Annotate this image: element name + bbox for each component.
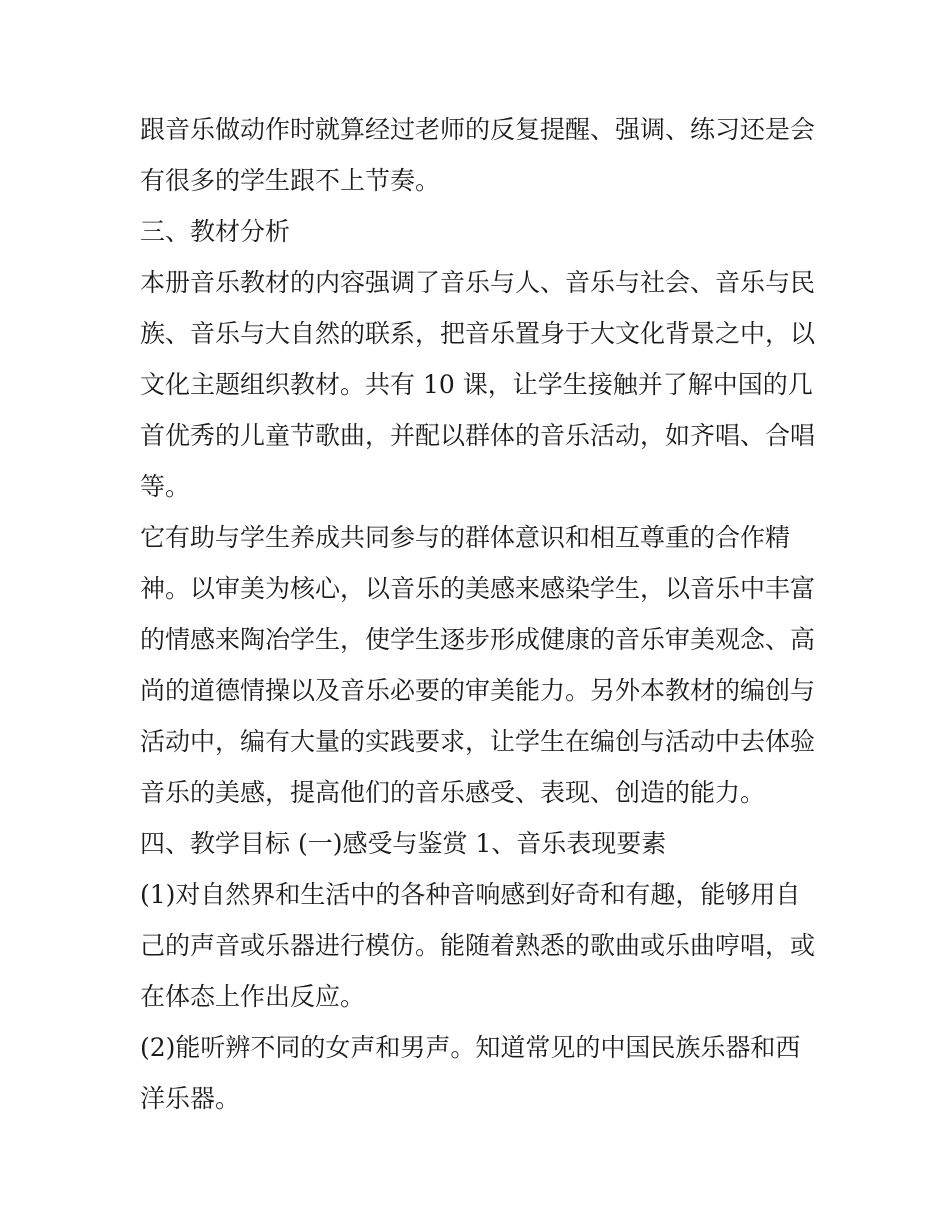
text-line: 本册音乐教材的内容强调了音乐与人、音乐与社会、音乐与民 (140, 268, 816, 297)
text-line: 的情感来陶冶学生，使学生逐步形成健康的音乐审美观念、高 (140, 625, 816, 654)
text-line: 音乐的美感，提高他们的音乐感受、表现、创造的能力。 (140, 778, 766, 807)
text-line: 首优秀的儿童节歌曲，并配以群体的音乐活动，如齐唱、合唱 (140, 421, 816, 450)
section-heading: 四、教学目标 (一)感受与鉴赏 1、音乐表现要素 (140, 829, 667, 858)
text-line: 在体态上作出反应。 (140, 982, 366, 1011)
text-line: 洋乐器。 (140, 1084, 241, 1113)
text-line: 有很多的学生跟不上节奏。 (140, 166, 441, 195)
text-line: 活动中，编有大量的实践要求，让学生在编创与活动中去体验 (140, 727, 816, 756)
document-body (140, 104, 830, 1124)
text-line: 跟音乐做动作时就算经过老师的反复提醒、强调、练习还是会 (140, 115, 816, 144)
text-line: (2)能听辨不同的女声和男声。知道常见的中国民族乐器和西 (140, 1033, 801, 1062)
text-line: 它有助与学生养成共同参与的群体意识和相互尊重的合作精 (140, 523, 791, 552)
text-line: 尚的道德情操以及音乐必要的审美能力。另外本教材的编创与 (140, 676, 816, 705)
section-heading: 三、教材分析 (140, 217, 291, 246)
text-line: 神。以审美为核心，以音乐的美感来感染学生，以音乐中丰富 (140, 574, 816, 603)
text-line: (1)对自然界和生活中的各种音响感到好奇和有趣，能够用自 (140, 880, 801, 909)
text-line: 族、音乐与大自然的联系，把音乐置身于大文化背景之中，以 (140, 319, 816, 348)
text-line: 文化主题组织教材。共有 10 课，让学生接触并了解中国的几 (140, 370, 813, 399)
text-line: 等。 (140, 472, 191, 501)
text-line: 己的声音或乐器进行模仿。能随着熟悉的歌曲或乐曲哼唱，或 (140, 931, 816, 960)
